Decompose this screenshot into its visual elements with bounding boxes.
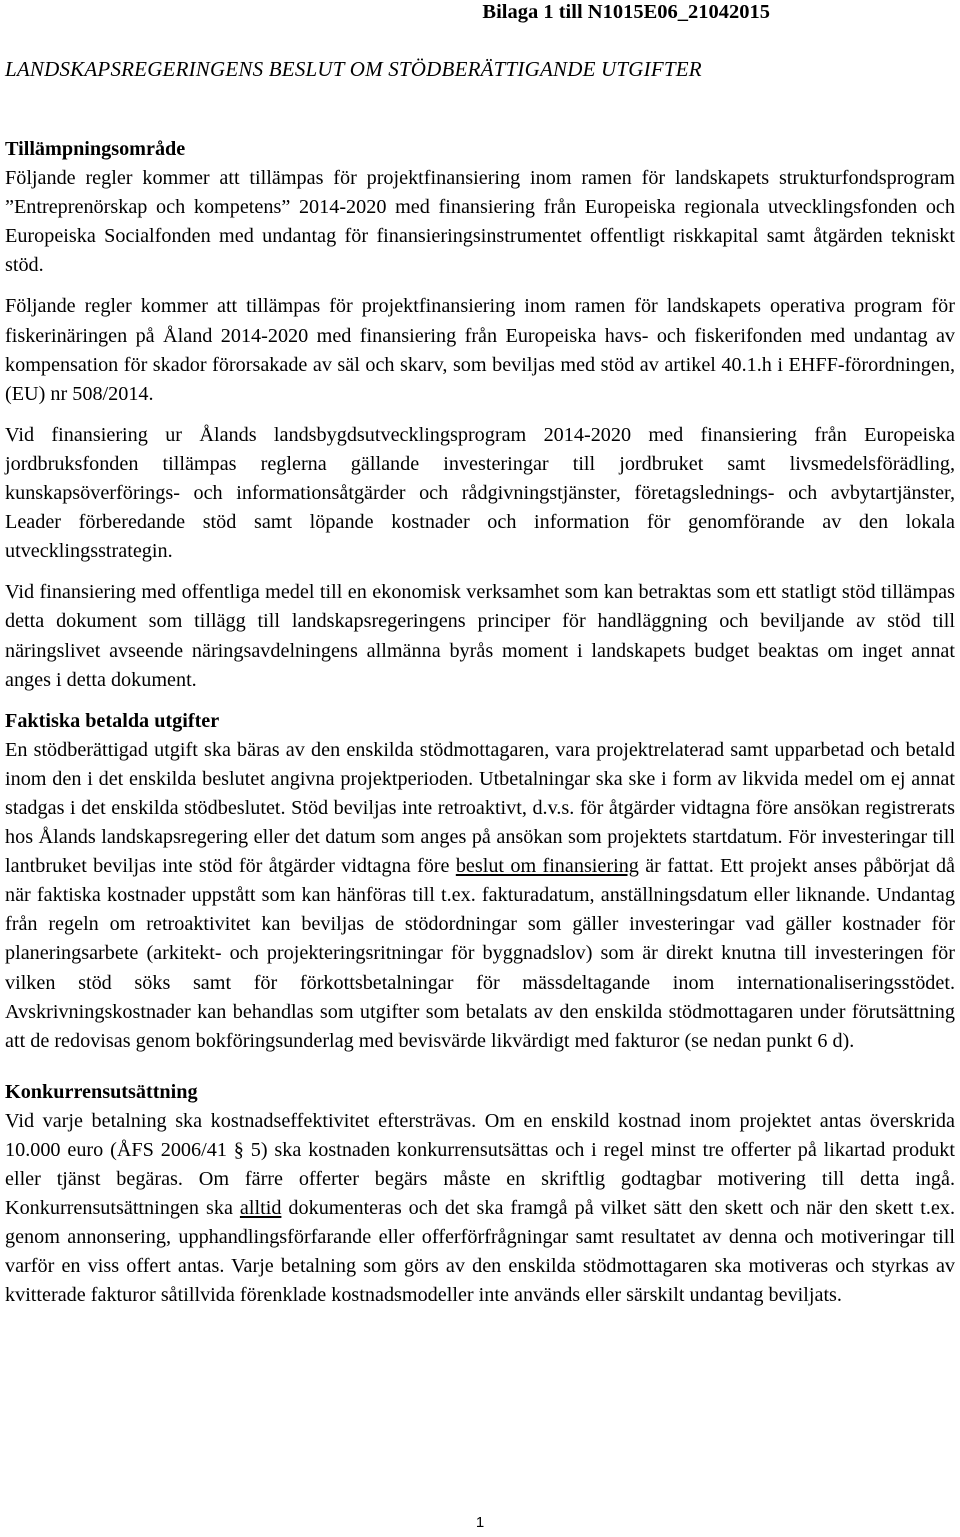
section-heading-actual-costs: Faktiska betalda utgifter (5, 709, 220, 732)
paragraph-actual-costs (5, 736, 955, 1056)
page-number: 1 (475, 1514, 485, 1531)
section-scope (5, 135, 955, 695)
text-run: En stödberättigad utgift ska bäras av den enskilda stödmottagaren, vara projektrelaterad samt upparbetad och betald inom den i det enskilda beslutet angivna projektperioden. Utbetalningar ska ske i form av likvida medel om ej annat stadgas i det enskilda stödbeslutet. Stöd beviljas inte retroaktivt, d.v.s. för åtgärder vidtagna före ansökan registrerats hos Ålands landskapsregering eller det datum som anges på ansökan som projektets startdatum. För investeringar till lantbruket beviljas inte stöd för åtgärder vidtagna före (5, 738, 955, 878)
paragraph-scope-3: Vid finansiering ur Ålands landsbygdsutvecklingsprogram 2014-2020 med finansiering från Europeiska jordbruksfonden tillämpas reglerna gällande investeringar till jordbruket samt livsmedelsförädling, kunskapsöverförings- och informationsåtgärder och rådgivningstjänster, företagslednings- och avbytartjänster, Leader förberedande stöd samt löpande kostnader och information för genomförande av den lokala utvecklingsstrategin. (5, 423, 955, 563)
paragraph-scope-4: Vid finansiering med offentliga medel till en ekonomisk verksamhet som kan betraktas som ett statligt stöd tillämpas detta dokument som tillägg till landskapsregeringens principer för handläggning och beviljande av stöd till näringslivet avseende näringsavdelningens allmänna byrås moment i landskapets budget beaktas om inget annat anges i detta dokument. (5, 581, 955, 691)
paragraph-scope-2: Följande regler kommer att tillämpas för projektfinansiering inom ramen för landskapets operativa program för fiskerinäringen på Åland 2014-2020 med finansiering från Europeiska havs- och fiskerifonden med undantag av kompensation för skador förorsakade av säl och skarv, som beviljas med stöd av artikel 40.1.h i EHFF-förordningen, (EU) nr 508/2014. (5, 295, 955, 405)
paragraph-competition (5, 1107, 955, 1311)
section-actual-costs (5, 707, 955, 1056)
text-run: dokumenteras och det ska framgå på vilket sätt den skett och när den skett t.ex. genom annonsering, upphandlingsförfarande eller offerförfrågningar samt resultatet av denna och motiveringar till varför en viss offert antas. Varje betalning som görs av den enskilda stödmottagaren ska motiveras och styrkas av kvitterade fakturor såtillvida förenklade kostnadsmodeller inte används eller särskilt undantag beviljats. (5, 1197, 955, 1307)
section-heading-competition: Konkurrensutsättning (5, 1080, 198, 1103)
underlined-text: beslut om finansiering (455, 855, 639, 878)
document-body (5, 135, 955, 1323)
underlined-text: alltid (239, 1197, 282, 1220)
text-run: Vid varje betalning ska kostnadseffektivitet eftersträvas. Om en enskild kostnad inom projektet antas överskrida 10.000 euro (ÅFS 2006/41 § 5) ska kostnaden konkurrensutsättas och i regel minst tre offerter på likartad produkt eller tjänst begäras. Om färre offerter begärs måste en skriftlig godtagbar motivering till detta ingå. Konkurrensutsättningen ska (5, 1109, 955, 1220)
section-heading-scope: Tillämpningsområde (5, 138, 186, 160)
paragraph-scope-1: Följande regler kommer att tillämpas för projektfinansiering inom ramen för landskapets strukturfondsprogram ”Entreprenörskap och kompetens” 2014-2020 med finansiering från Europeiska regionala utvecklingsfonden och Europeiska Socialfonden med undantag för finansieringsinstrumentet offentligt riskkapital samt åtgärden tekniskt stöd. (5, 167, 955, 277)
document-title: LANDSKAPSREGERINGENS BESLUT OM STÖDBERÄTTIGANDE UTGIFTER (5, 57, 702, 81)
attachment-label: Bilaga 1 till N1015E06_21042015 (482, 1, 770, 23)
section-competition (5, 1078, 955, 1311)
text-run: är fattat. Ett projekt anses påbörjat då när faktiska kostnader uppstått som kan hänföras till t.ex. fakturadatum, anställningsdatum eller liknande. Undantag från regeln om retroaktivitet kan beviljas de stödordningar som gäller investeringar vad gäller kostnader för planeringsarbete (arkitekt- och projekteringsritningar för byggnadslov) som är direkt knutna till investeringen för vilken stöd söks samt för förkottsbetalningar för mässdeltagande inom internationaliseringsstödet. Avskrivningskostnader kan behandlas som utgifter som betalats av den enskilda stödmottagaren under förutsättning att de redovisas genom bokföringsunderlag med bevisvärde likvärdigt med fakturor (se nedan punkt 6 d). (5, 855, 956, 1052)
